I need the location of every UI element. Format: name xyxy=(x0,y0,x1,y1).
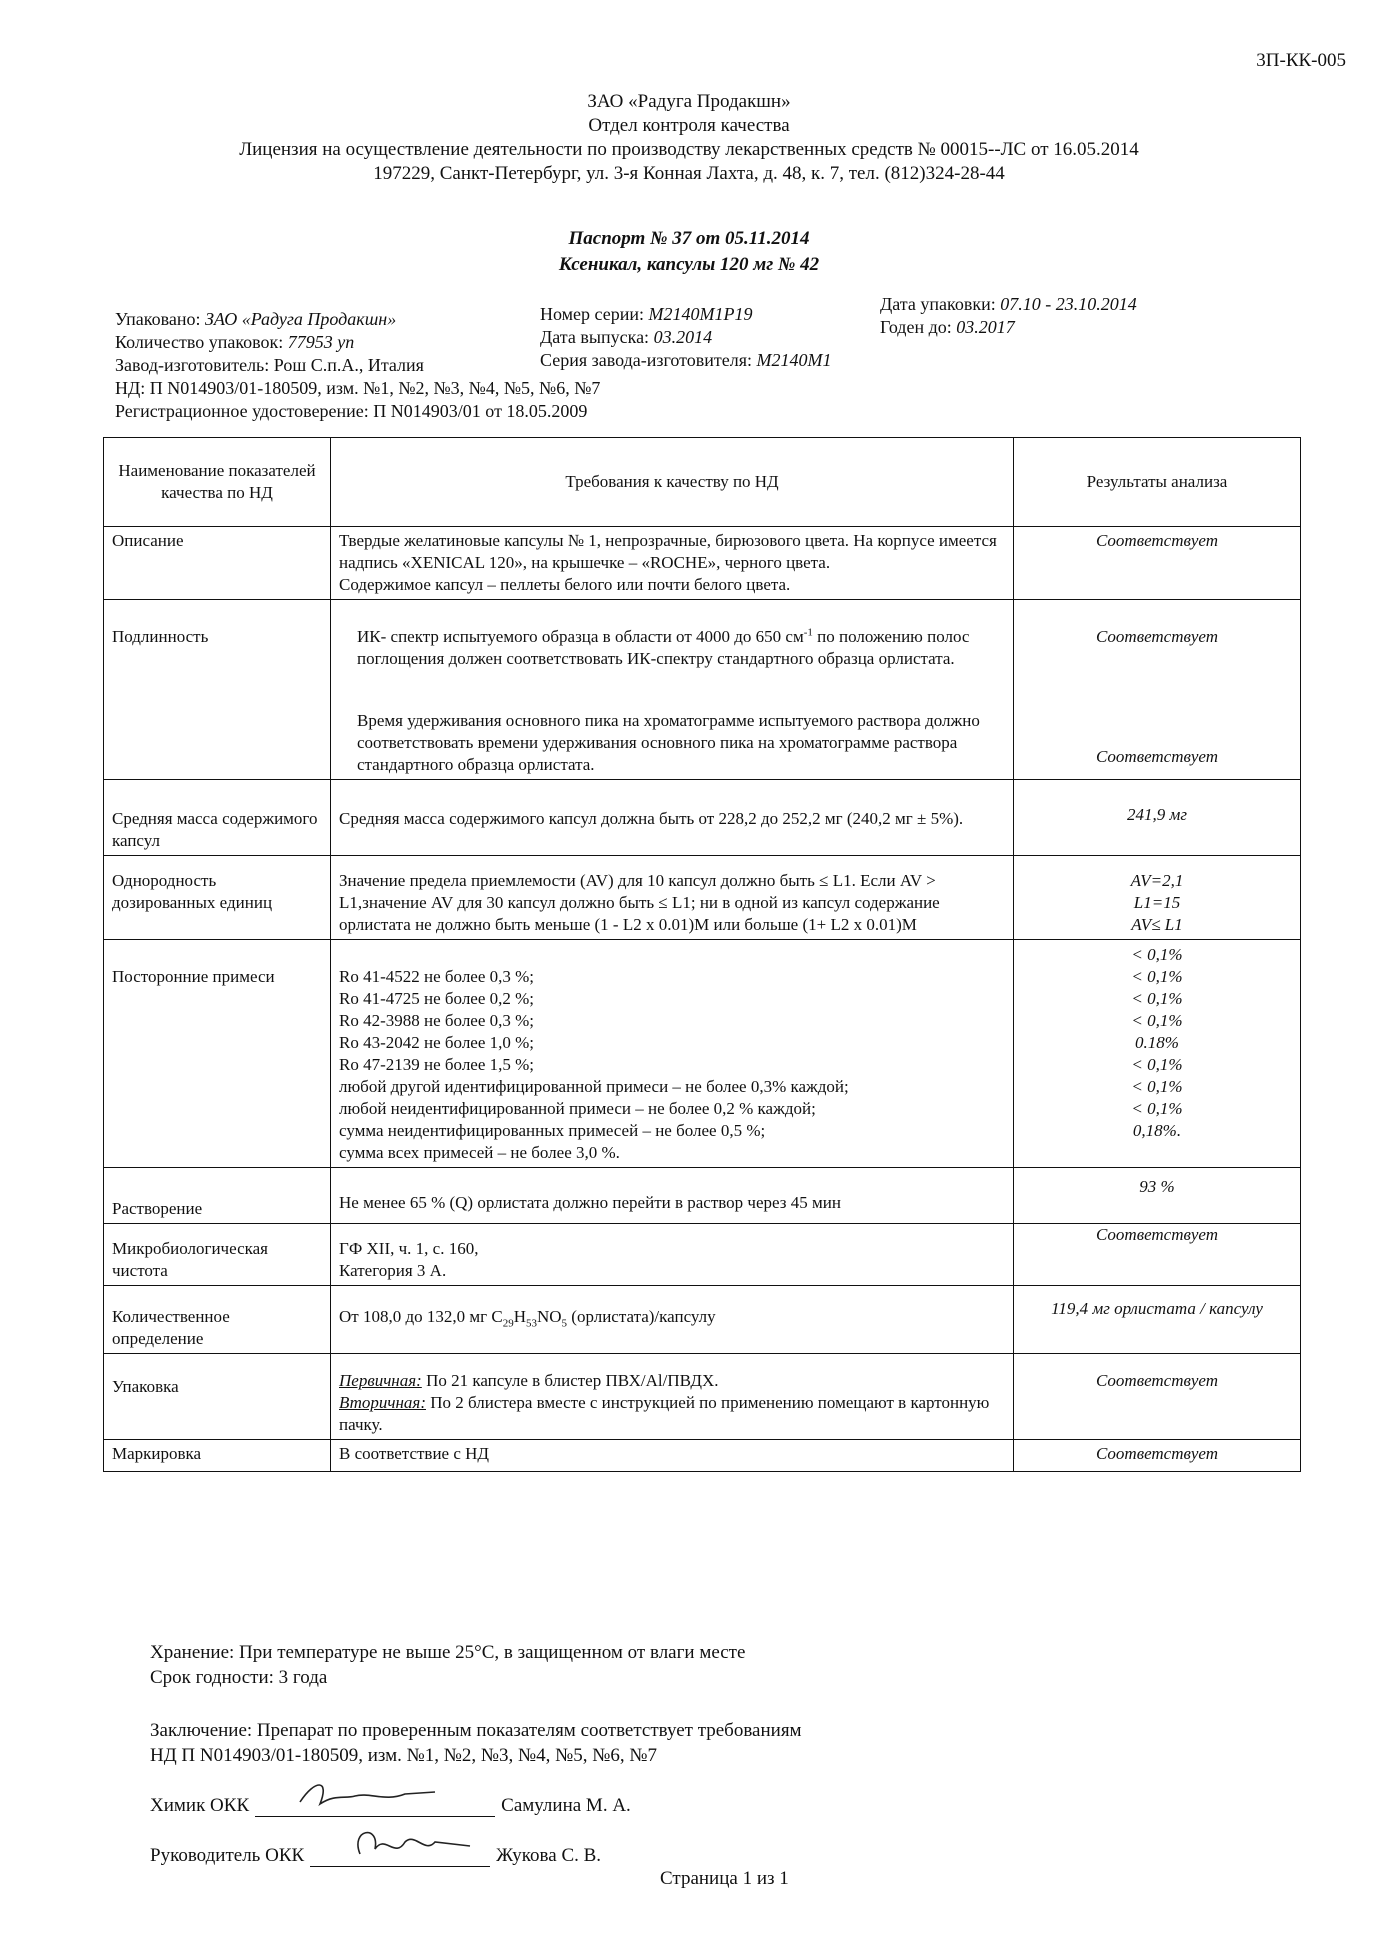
row-result: Соответствует Соответствует xyxy=(1014,600,1301,780)
impurity-requirement: Ro 42-3988 не более 0,3 %; xyxy=(339,1011,535,1030)
impurity-result: 0.18% xyxy=(1135,1033,1179,1052)
shelf-life: Срок годности: 3 года xyxy=(150,1667,328,1688)
impurity-requirement: любой неидентифицированной примеси – не более 0,2 % каждой; xyxy=(339,1099,816,1118)
row-requirement: Не менее 65 % (Q) орлистата должно перейти в раствор через 45 мин xyxy=(331,1168,1014,1224)
conclusion-block xyxy=(150,1718,802,1768)
table-row xyxy=(104,1354,1301,1440)
table-row xyxy=(104,1224,1301,1286)
row-name: Упаковка xyxy=(104,1354,331,1440)
row-result: Соответствует xyxy=(1014,1354,1301,1440)
head-signature-row xyxy=(150,1842,601,1867)
impurity-result: < 0,1% xyxy=(1131,989,1183,1008)
letterhead xyxy=(0,90,1378,186)
impurity-requirement: сумма неидентифицированных примесей – не более 0,5 %; xyxy=(339,1121,766,1140)
table-row xyxy=(104,527,1301,600)
row-result: Соответствует xyxy=(1014,527,1301,600)
manufacturer: Завод-изготовитель: Рош С.п.А., Италия xyxy=(115,355,424,375)
chemist-label: Химик ОКК xyxy=(150,1795,250,1816)
head-name: Жукова С. В. xyxy=(496,1845,602,1866)
impurity-requirement: Ro 47-2139 не более 1,5 %; xyxy=(339,1055,535,1074)
impurity-requirement: Ro 43-2042 не более 1,0 %; xyxy=(339,1033,535,1052)
normative-doc: НД: П N014903/01-180509, изм. №1, №2, №3, №4, №5, №6, №7 xyxy=(115,378,601,398)
info-middle xyxy=(540,303,832,372)
header-requirements: Требования к качеству по НД xyxy=(331,438,1014,527)
table-row xyxy=(104,780,1301,856)
company-name: ЗАО «Радуга Продакшн» xyxy=(587,91,791,112)
header-indicator: Наименование показателей качества по НД xyxy=(104,438,331,527)
storage-conditions: Хранение: При температуре не выше 25°С, в защищенном от влаги месте xyxy=(150,1642,746,1663)
passport-title xyxy=(0,226,1378,278)
impurity-result: 0,18%. xyxy=(1132,1121,1182,1140)
packed-by: Упаковано: ЗАО «Радуга Продакшн» xyxy=(115,309,397,329)
row-requirement: Значение предела приемлемости (AV) для 10 капсул должно быть ≤ L1. Если AV > L1,значение AV для 30 капсул должно быть ≤ L1; ни в одной из капсул содержание орлистата не должно быть меньше (1 - L2 x 0.01)M или больше (1+ L2 x 0.01)M xyxy=(331,856,1014,940)
chemist-signature xyxy=(255,1792,495,1817)
impurity-requirement: Ro 41-4725 не более 0,2 %; xyxy=(339,989,535,1008)
table-row xyxy=(104,1286,1301,1354)
impurity-requirement: сумма всех примесей – не более 3,0 %. xyxy=(339,1143,620,1162)
head-label: Руководитель ОКК xyxy=(150,1845,305,1866)
info-right xyxy=(880,293,1137,339)
row-requirement: От 108,0 до 132,0 мг $C_{29}H_{53}NO_5$ (орлистата)/капсулу xyxy=(331,1286,1014,1354)
row-name: Количественное определение xyxy=(104,1286,331,1354)
impurity-requirement: Ro 41-4522 не более 0,3 %; xyxy=(339,967,535,986)
row-result: 93 % xyxy=(1014,1168,1301,1224)
row-name: Подлинность xyxy=(104,600,331,780)
impurity-result: < 0,1% xyxy=(1131,945,1183,964)
table-header-row xyxy=(104,438,1301,527)
table-row xyxy=(104,1440,1301,1472)
row-name: Однородность дозированных единиц xyxy=(104,856,331,940)
chemist-signature-row xyxy=(150,1792,631,1817)
row-result xyxy=(1014,940,1301,1168)
row-requirement xyxy=(331,940,1014,1168)
conclusion-text: Заключение: Препарат по проверенным показателям соответствует требованиям xyxy=(150,1720,802,1741)
row-requirement: ИК- спектр испытуемого образца в области от 4000 до 650 $см^{-1}$ по положению полос поглощения должен соответствовать ИК-спектру стандартного образца орлистата. Время удерживания основного пика на хроматограмме испытуемого раствора должно соответствовать времени удерживания основного пика на хроматограмме раствора стандартного образца орлистата. xyxy=(331,600,1014,780)
row-requirement: Средняя масса содержимого капсул должна быть от 228,2 до 252,2 мг (240,2 мг ± 5%). xyxy=(331,780,1014,856)
row-requirement: Первичная: По 21 капсуле в блистер ПВХ/Al/ПВДХ. Вторичная: По 2 блистера вместе с инструкцией по применению помещают в картонную пачку. xyxy=(331,1354,1014,1440)
row-name: Растворение xyxy=(104,1168,331,1224)
package-count: Количество упаковок: 77953 уп xyxy=(115,332,355,352)
chemist-name: Самулина М. А. xyxy=(501,1795,631,1816)
impurity-result: < 0,1% xyxy=(1131,1055,1183,1074)
registration: Регистрационное удостоверение: П N014903/01 от 18.05.2009 xyxy=(115,401,588,421)
license-line: Лицензия на осуществление деятельности по производству лекарственных средств № 00015--ЛС от 16.05.2014 xyxy=(239,139,1139,160)
row-name: Микробиологическая чистота xyxy=(104,1224,331,1286)
impurity-result: < 0,1% xyxy=(1131,1011,1183,1030)
row-requirement: В соответствие с НД xyxy=(331,1440,1014,1472)
impurity-result: < 0,1% xyxy=(1131,967,1183,986)
table-row xyxy=(104,1168,1301,1224)
page-number: Страница 1 из 1 xyxy=(660,1868,789,1889)
row-name: Средняя масса содержимого капсул xyxy=(104,780,331,856)
row-result: AV=2,1 L1=15 AV≤ L1 xyxy=(1014,856,1301,940)
info-left xyxy=(115,308,600,423)
document-code: 3П-КК-005 xyxy=(1256,50,1346,71)
quality-table xyxy=(103,437,1301,1472)
plant-series: Серия завода-изготовителя: M2140M1 xyxy=(540,350,832,370)
expiry-date: Годен до: 03.2017 xyxy=(880,317,1015,337)
row-name: Описание xyxy=(104,527,331,600)
release-date: Дата выпуска: 03.2014 xyxy=(540,327,713,347)
row-result: Соответствует xyxy=(1014,1440,1301,1472)
row-name: Маркировка xyxy=(104,1440,331,1472)
table-row xyxy=(104,856,1301,940)
row-result: 241,9 мг xyxy=(1014,780,1301,856)
series-number: Номер серии: M2140M1P19 xyxy=(540,304,753,324)
passport-number: Паспорт № 37 от 05.11.2014 xyxy=(568,228,810,249)
impurity-result: < 0,1% xyxy=(1131,1099,1183,1118)
department-name: Отдел контроля качества xyxy=(588,115,790,136)
row-requirement: Твердые желатиновые капсулы № 1, непрозрачные, бирюзового цвета. На корпусе имеется надпись «XENICAL 120», на крышечке – «ROCHE», черного цвета. Содержимое капсул – пеллеты белого или почти белого цвета. xyxy=(331,527,1014,600)
product-name: Ксеникал, капсулы 120 мг № 42 xyxy=(558,254,820,275)
storage-block xyxy=(150,1640,745,1690)
table-row xyxy=(104,940,1301,1168)
packing-date: Дата упаковки: 07.10 - 23.10.2014 xyxy=(880,294,1137,314)
row-result: 119,4 мг орлистата / капсулу xyxy=(1014,1286,1301,1354)
header-results: Результаты анализа xyxy=(1014,438,1301,527)
conclusion-nd: НД П N014903/01-180509, изм. №1, №2, №3, №4, №5, №6, №7 xyxy=(150,1745,658,1766)
impurity-requirement: любой другой идентифицированной примеси – не более 0,3% каждой; xyxy=(339,1077,849,1096)
table-row xyxy=(104,600,1301,780)
address-line: 197229, Санкт-Петербург, ул. 3-я Конная Лахта, д. 48, к. 7, тел. (812)324-28-44 xyxy=(373,163,1005,184)
row-name: Посторонние примеси xyxy=(104,940,331,1168)
impurity-result: < 0,1% xyxy=(1131,1077,1183,1096)
row-requirement: ГФ XII, ч. 1, с. 160, Категория 3 А. xyxy=(331,1224,1014,1286)
head-signature xyxy=(310,1842,490,1867)
row-result: Соответствует xyxy=(1014,1224,1301,1286)
